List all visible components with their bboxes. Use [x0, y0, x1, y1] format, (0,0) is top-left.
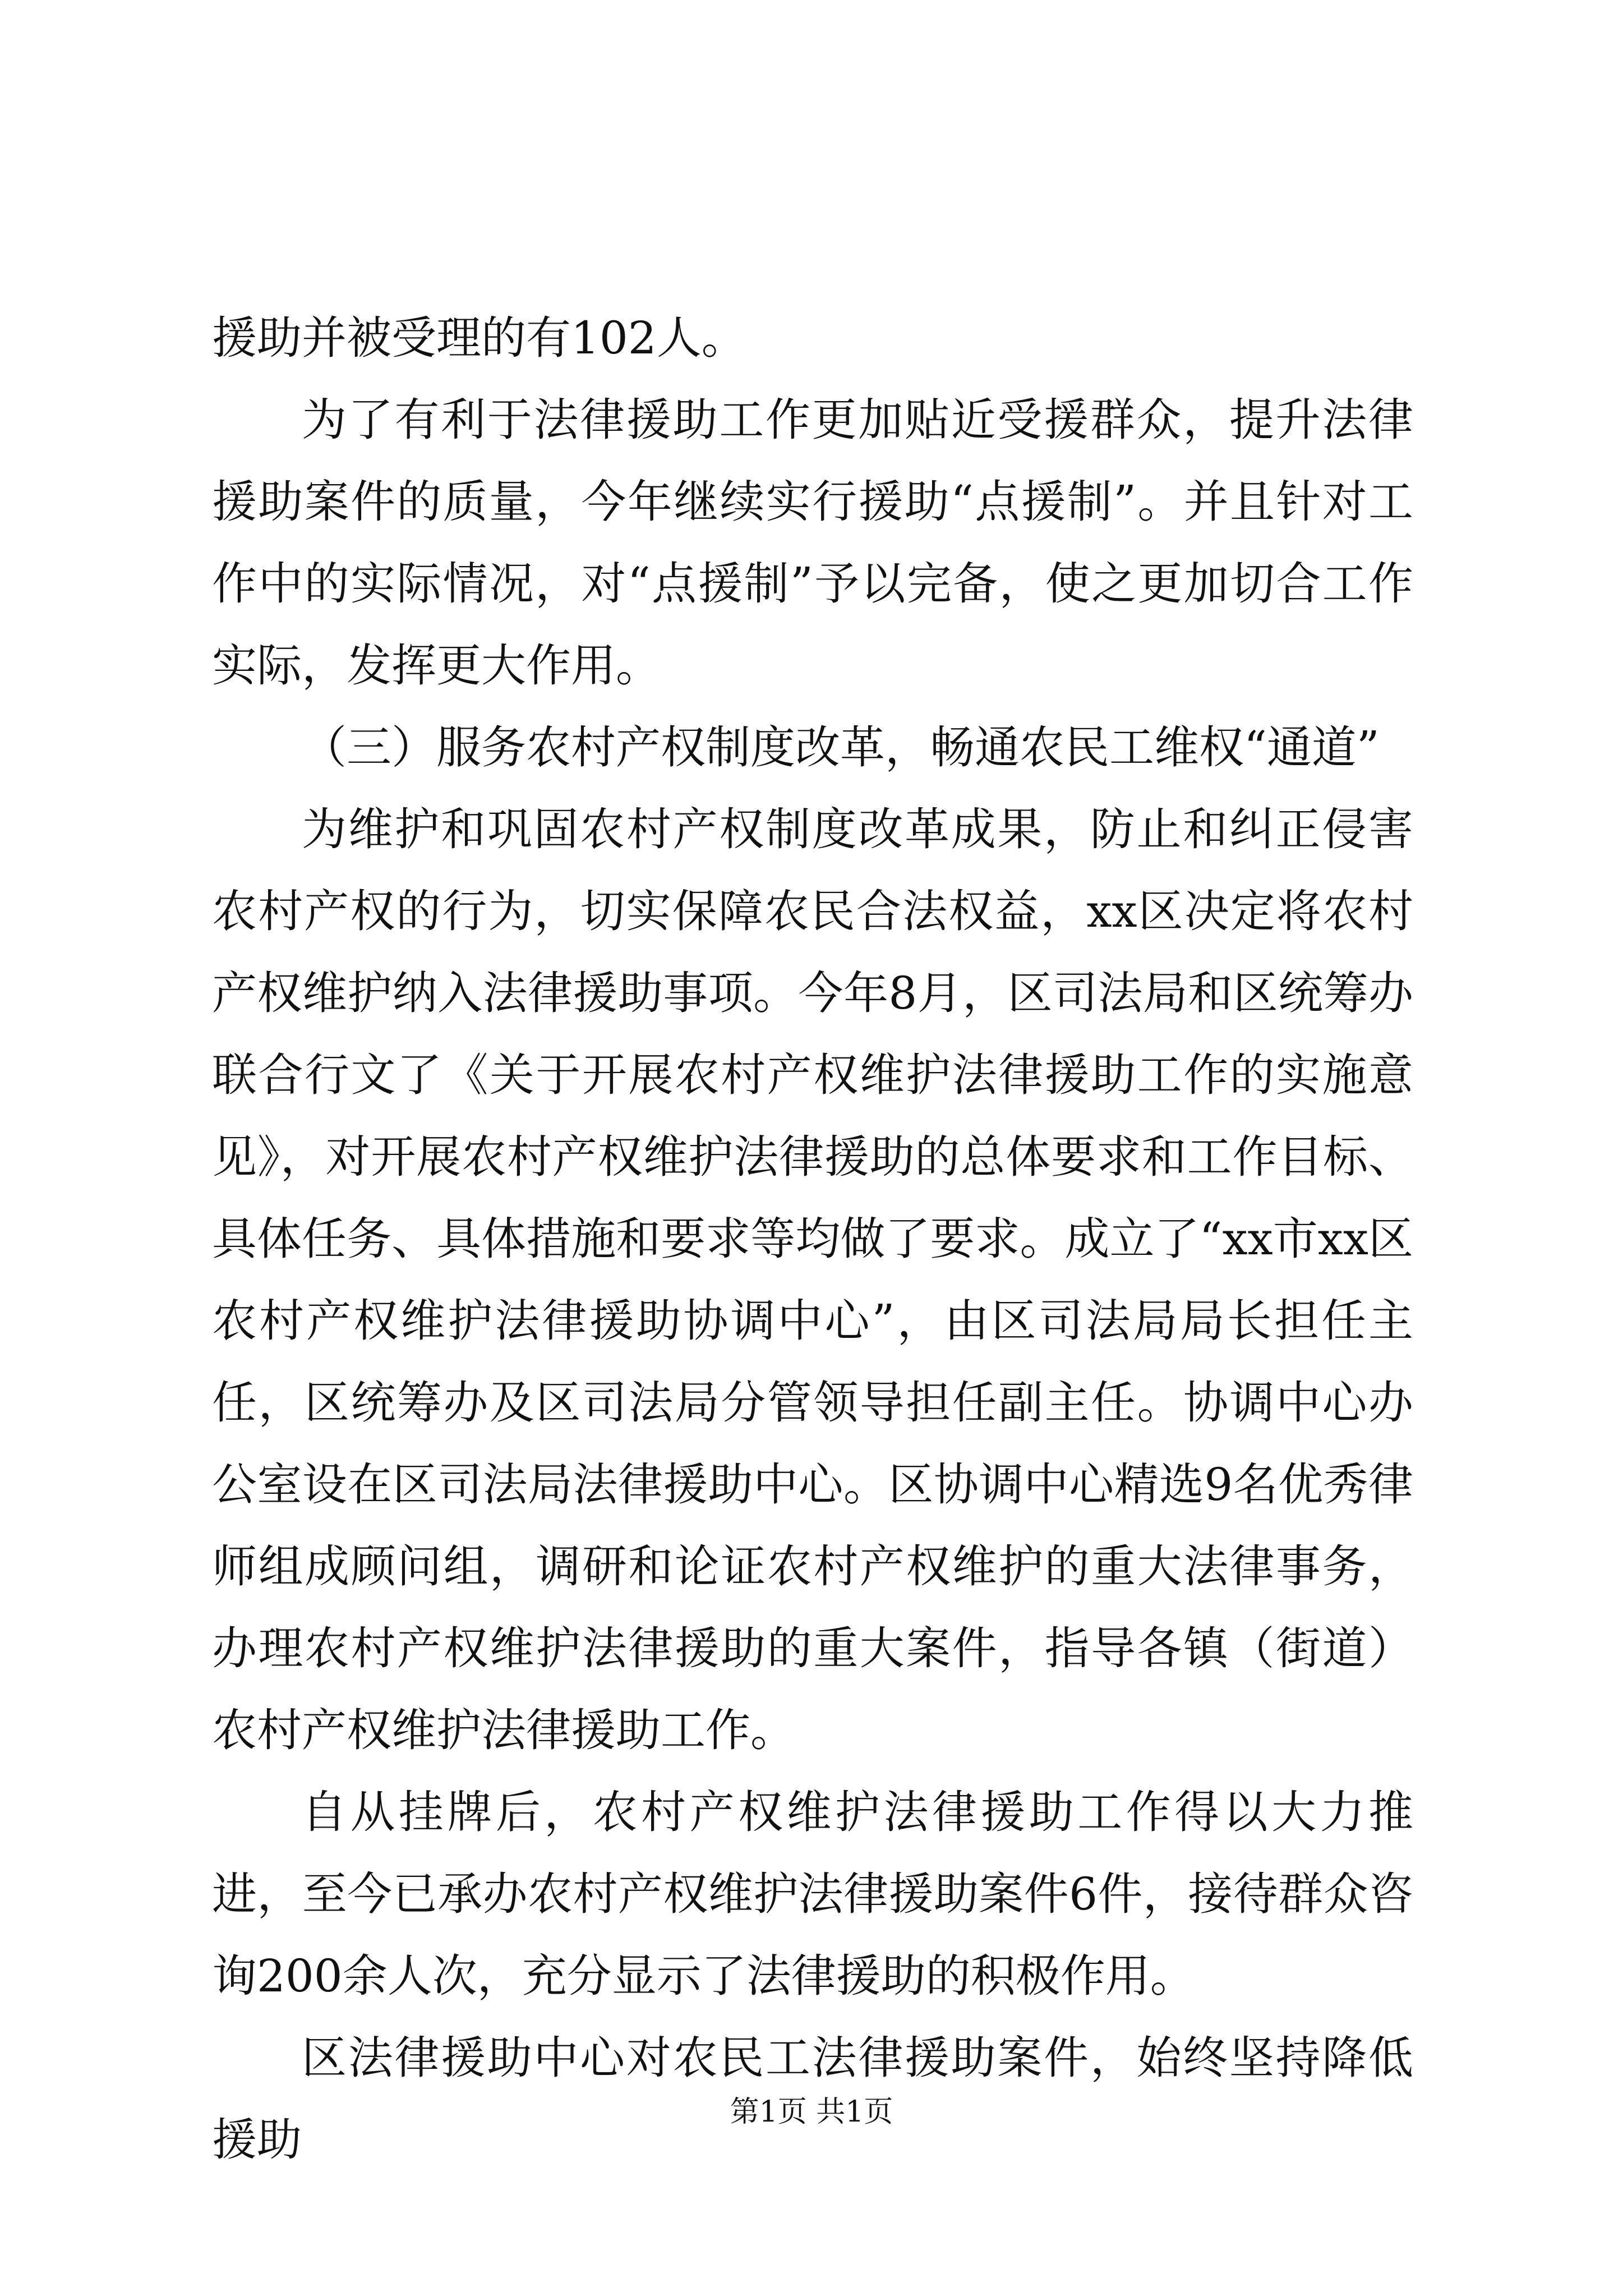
document-body: [212, 0, 1413, 2181]
paragraph-results: 自从挂牌后，农村产权维护法律援助工作得以大力推进，至今已承办农村产权维护法律援助案件6件，接待群众咨询200余人次，充分显示了法律援助的积极作用。: [212, 1786, 1413, 2002]
paragraph-migrant-workers: 区法律援助中心对农民工法律援助案件，始终坚持降低援助: [212, 2032, 1413, 2166]
section-heading: （三）服务农村产权制度改革，畅通农民工维权“通道”: [302, 721, 1380, 774]
paragraph-continuation: 援助并被受理的有102人。: [212, 312, 746, 364]
page-footer: 第1页 共1页: [730, 2095, 893, 2129]
paragraph-rural-property: 为维护和巩固农村产权制度改革成果，防止和纠正侵害农村产权的行为，切实保障农民合法权益，xx区决定将农村产权维护纳入法律援助事项。今年8月，区司法局和区统筹办联合行文了《关于开展农村产权维护法律援助工作的实施意见》，对开展农村产权维护法律援助的总体要求和工作目标、具体任务、具体措施和要求等均做了要求。成立了“xx市xx区农村产权维护法律援助协调中心”，由区司法局局长担任主任，区统筹办及区司法局分管领导担任副主任。协调中心办公室设在区司法局法律援助中心。区协调中心精选9名优秀律师组成顾问组，调研和论证农村产权维护的重大法律事务，办理农村产权维护法律援助的重大案件，指导各镇（街道）农村产权维护法律援助工作。: [212, 803, 1413, 1756]
paragraph-dianyuanzhi: 为了有利于法律援助工作更加贴近受援群众，提升法律援助案件的质量，今年继续实行援助“点援制”。并且针对工作中的实际情况，对“点援制”予以完备，使之更加切合工作实际，发挥更大作用。: [212, 394, 1413, 692]
